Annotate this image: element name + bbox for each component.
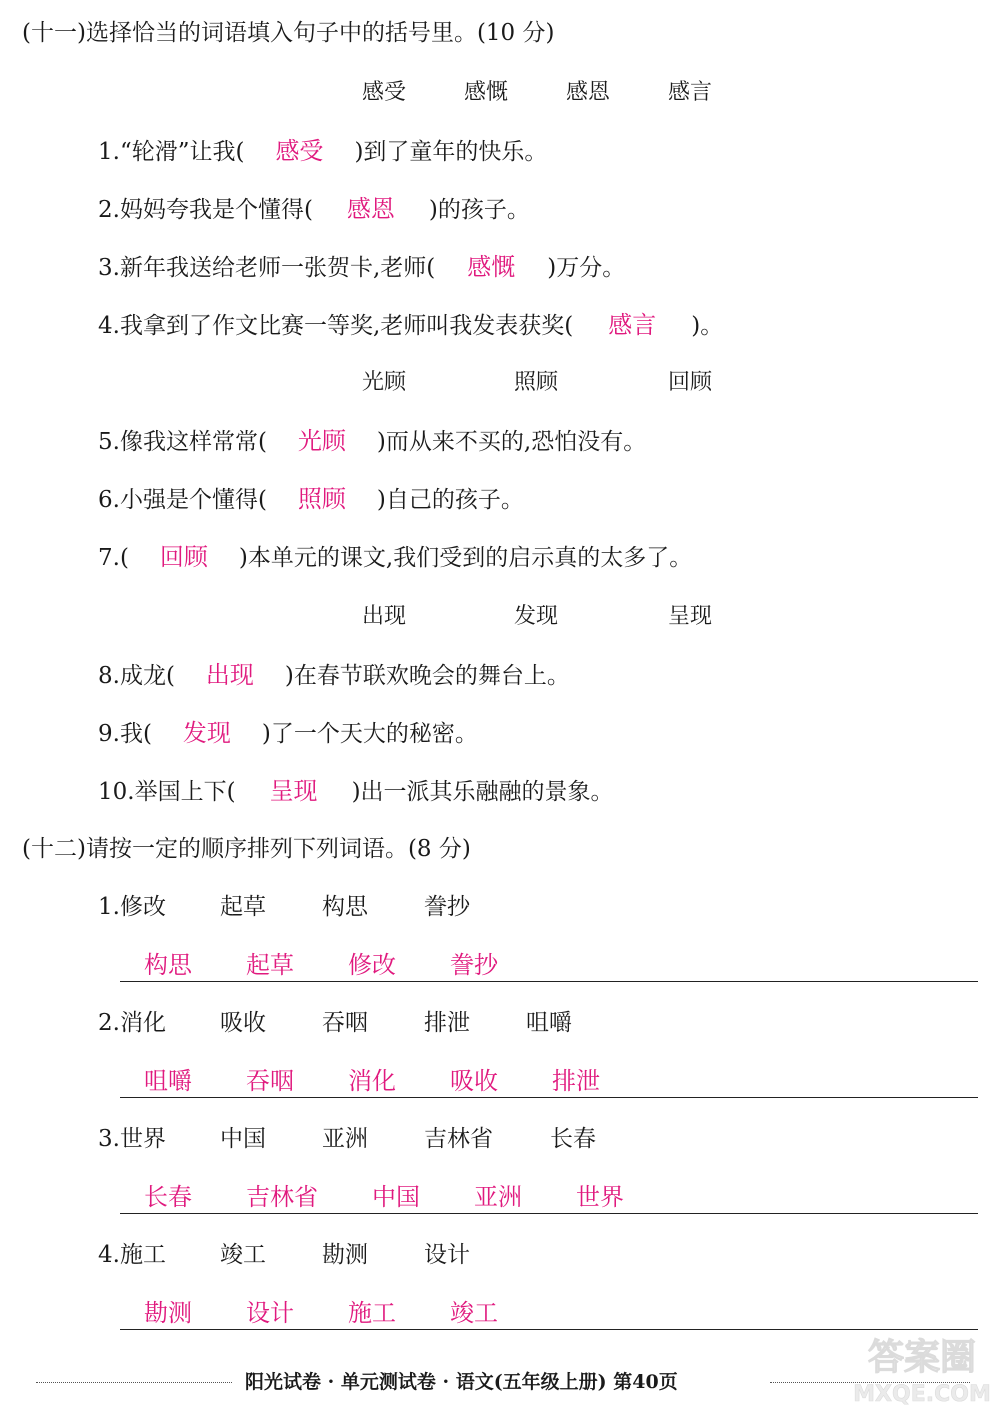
fill-item-1 bbox=[98, 136, 547, 167]
answer-line bbox=[120, 1213, 978, 1214]
given-word: 2.消化 bbox=[98, 1010, 166, 1036]
item-suffix: )在春节联欢晚会的舞台上。 bbox=[284, 663, 570, 689]
option-word: 照顾 bbox=[514, 370, 559, 395]
answer-word: 世界 bbox=[576, 1183, 624, 1211]
fill-item-4 bbox=[98, 310, 723, 341]
option-word: 发现 bbox=[514, 604, 559, 629]
fill-item-8 bbox=[98, 660, 570, 691]
item-prefix: 1.“轮滑”让我( bbox=[98, 139, 245, 165]
option-word: 出现 bbox=[362, 604, 407, 629]
fill-item-9 bbox=[98, 718, 478, 749]
fill-item-3 bbox=[98, 252, 625, 283]
fill-item-7 bbox=[98, 542, 692, 573]
fill-item-5 bbox=[98, 426, 646, 457]
option-word: 感言 bbox=[668, 80, 713, 105]
answer-word: 长春 bbox=[144, 1183, 192, 1211]
item-prefix: 2.妈妈夸我是个懂得( bbox=[98, 197, 313, 223]
given-word: 起草 bbox=[220, 894, 266, 920]
answer-text: 光顾 bbox=[297, 427, 346, 455]
answer-word: 咀嚼 bbox=[144, 1067, 192, 1095]
option-word: 回顾 bbox=[668, 370, 713, 395]
answer-word: 施工 bbox=[348, 1299, 396, 1327]
item-suffix: )了一个天大的秘密。 bbox=[261, 721, 478, 747]
item-suffix: )而从来不买的,恐怕没有。 bbox=[376, 429, 647, 455]
given-word: 长春 bbox=[550, 1126, 596, 1152]
item-suffix: )到了童年的快乐。 bbox=[354, 139, 548, 165]
answer-text: 发现 bbox=[182, 719, 231, 747]
answer-text: 感恩 bbox=[346, 195, 395, 223]
answer-line bbox=[120, 1097, 978, 1098]
item-prefix: 8.成龙( bbox=[98, 663, 175, 689]
option-word: 光顾 bbox=[362, 370, 407, 395]
answer-word: 吞咽 bbox=[246, 1067, 294, 1095]
option-word: 感受 bbox=[362, 80, 407, 105]
given-word: 吸收 bbox=[220, 1010, 266, 1036]
answer-word: 勘测 bbox=[144, 1299, 192, 1327]
answer-word: 起草 bbox=[246, 951, 294, 979]
page-footer bbox=[0, 1362, 1000, 1402]
option-word: 感慨 bbox=[464, 80, 509, 105]
given-word: 排泄 bbox=[424, 1010, 470, 1036]
footer-dotted-rule-left bbox=[36, 1382, 232, 1383]
answer-text: 感言 bbox=[608, 311, 657, 339]
given-word: 吉林省 bbox=[424, 1126, 493, 1152]
watermark-line-1: 答案圈 bbox=[867, 1337, 977, 1378]
fill-item-2 bbox=[98, 194, 530, 225]
option-word: 呈现 bbox=[668, 604, 713, 629]
item-suffix: )出一派其乐融融的景象。 bbox=[351, 779, 614, 805]
answer-word: 修改 bbox=[348, 951, 396, 979]
answer-text: 感受 bbox=[275, 137, 324, 165]
answer-word: 竣工 bbox=[450, 1299, 498, 1327]
item-prefix: 6.小强是个懂得( bbox=[98, 487, 267, 513]
item-prefix: 5.像我这样常常( bbox=[98, 429, 267, 455]
given-word: 吞咽 bbox=[322, 1010, 368, 1036]
given-word: 中国 bbox=[220, 1126, 266, 1152]
answer-line bbox=[120, 1329, 978, 1330]
item-suffix: )万分。 bbox=[547, 255, 626, 281]
fill-item-10 bbox=[98, 776, 614, 807]
given-word: 设计 bbox=[424, 1242, 470, 1268]
watermark-logo bbox=[852, 1325, 992, 1407]
answer-text: 呈现 bbox=[269, 777, 318, 805]
given-word: 1.修改 bbox=[98, 894, 166, 920]
item-suffix: )。 bbox=[691, 313, 724, 339]
answer-word: 构思 bbox=[144, 951, 192, 979]
watermark-line-2: MXQE.COM bbox=[853, 1382, 991, 1407]
answer-text: 出现 bbox=[205, 661, 254, 689]
given-word: 构思 bbox=[322, 894, 368, 920]
answer-word: 吉林省 bbox=[246, 1183, 318, 1211]
given-word: 竣工 bbox=[220, 1242, 266, 1268]
item-prefix: 7.( bbox=[98, 545, 129, 571]
item-suffix: )本单元的课文,我们受到的启示真的太多了。 bbox=[238, 545, 693, 571]
fill-item-6 bbox=[98, 484, 524, 515]
item-prefix: 3.新年我送给老师一张贺卡,老师( bbox=[98, 255, 436, 281]
item-suffix: )的孩子。 bbox=[428, 197, 530, 223]
answer-text: 回顾 bbox=[159, 543, 208, 571]
item-suffix: )自己的孩子。 bbox=[376, 487, 524, 513]
answer-word: 设计 bbox=[246, 1299, 294, 1327]
option-word: 感恩 bbox=[566, 80, 611, 105]
answer-text: 照顾 bbox=[297, 485, 346, 513]
answer-word: 誊抄 bbox=[450, 951, 498, 979]
section-11-title: (十一)选择恰当的词语填入句子中的括号里。(10 分) bbox=[22, 20, 555, 46]
answer-word: 排泄 bbox=[552, 1067, 600, 1095]
given-word: 誊抄 bbox=[424, 894, 470, 920]
given-word: 4.施工 bbox=[98, 1242, 166, 1268]
given-word: 勘测 bbox=[322, 1242, 368, 1268]
given-word: 亚洲 bbox=[322, 1126, 368, 1152]
section-12-title: (十二)请按一定的顺序排列下列词语。(8 分) bbox=[22, 836, 471, 862]
item-prefix: 10.举国上下( bbox=[98, 779, 236, 805]
item-prefix: 9.我( bbox=[98, 721, 152, 747]
answer-line bbox=[120, 981, 978, 982]
answer-text: 感慨 bbox=[467, 253, 516, 281]
item-prefix: 4.我拿到了作文比赛一等奖,老师叫我发表获奖( bbox=[98, 313, 574, 339]
footer-text: 阳光试卷 · 单元测试卷 · 语文(五年级上册) 第40页 bbox=[245, 1371, 678, 1393]
answer-word: 中国 bbox=[372, 1183, 420, 1211]
given-word: 3.世界 bbox=[98, 1126, 166, 1152]
answer-word: 吸收 bbox=[450, 1067, 498, 1095]
answer-word: 亚洲 bbox=[474, 1183, 522, 1211]
given-word: 咀嚼 bbox=[526, 1010, 572, 1036]
answer-word: 消化 bbox=[348, 1067, 396, 1095]
